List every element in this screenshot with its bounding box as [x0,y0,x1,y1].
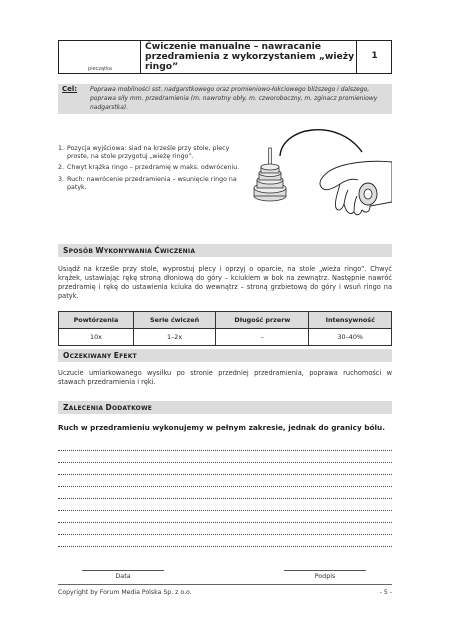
writing-line [58,461,392,463]
effect-text: Uczucie umiarkowanego wysiłku po stronie przedniej przedramienia, poprawa ruchomości w stawach przedramienia i ręki. [58,369,392,386]
cell-break-length: – [216,329,309,346]
stamp-label: pieczątka [88,66,112,72]
parameters-table [58,311,392,346]
writing-line [58,521,392,523]
section-method-title: SPOSÓB WYKONYWANIA ĆWICZENIA [63,246,196,255]
step-number: 3. [58,175,65,183]
table-row [59,329,392,346]
method-text: Usiądź na krześle przy stole, wyprostuj plecy i oprzyj o oparcie, na stole „wieża ringo”. Chwyć krążek, ustawiając rękę stroną dłoniową do góry – kciukiem w bok na zewnątrz. Następnie nawróć przedramię i rękę do ustawienia kciuka do wewnątrz – stroną grzbietową do góry i wsuń ringo na patyk. [58,265,392,300]
step-text: Chwyt krążka ringo – przedramię w maks. odwróceniu. [67,164,240,172]
step-item [58,176,248,192]
sign-signature-line [284,570,366,571]
step-number: 2. [58,164,65,172]
table-header-row [59,312,392,329]
exercise-title: Ćwiczenie manualne – nawracanie przedramienia z wykorzystaniem „wieży ringo” [145,41,355,72]
writing-line [58,509,392,511]
writing-line [58,473,392,475]
steps-list [58,145,248,195]
step-text: Pozycja wyjściowa: siad na krześle przy stole, plecy proste, na stole przygotuj „wieżę ringo”. [67,145,230,161]
goal-text: Poprawa mobilności sst. nadgarstkowego oraz promieniowo-łokciowego bliższego i dalszego, poprawa siły mm. przedramienia (m. nawrotny obły, m. czworoboczny, m. zginacz promieniowy nadgarstka). [90,86,378,111]
header-series: Serie ćwiczeń [133,312,215,329]
footer-page-number: - 5 - [379,589,392,596]
motion-arc [280,130,362,156]
cell-intensity: 30–40% [309,329,392,346]
reco-text: Ruch w przedramieniu wykonujemy w pełnym zakresie, jednak do granicy bólu. [58,423,385,432]
header-break-length: Długość przerw [216,312,309,329]
ringo-ring-icon [359,183,377,205]
step-number: 1. [58,145,65,152]
footer-rule [58,584,392,585]
date-label: Data [115,572,131,580]
section-effect-title: OCZEKIWANY EFEKT [63,351,137,360]
header-intensity: Intensywność [309,312,392,329]
cell-series: 1–2x [133,329,215,346]
section-reco-title: ZALECENIA DODATKOWE [63,403,153,412]
footer-copyright: Copyright by Forum Media Polska Sp. z o.o. [58,589,192,596]
ring-tower-icon [254,148,286,201]
writing-line [58,533,392,535]
writing-line [58,497,392,499]
step-item [58,164,248,172]
header-repetitions: Powtórzenia [59,312,134,329]
date-signature-line [82,570,164,571]
writing-line [58,485,392,487]
writing-line [58,545,392,547]
writing-line [58,449,392,451]
cell-repetitions: 10x [59,329,134,346]
header-divider [140,40,141,74]
step-text: Ruch: nawrócenie przedramienia – wsunięcie ringo na patyk. [67,175,237,191]
ring-tower-hand-illustration [242,122,392,227]
hand-icon [320,161,392,214]
sign-label: Podpis [314,572,336,580]
goal-label: Cel: [62,85,78,93]
step-item [58,145,248,161]
exercise-number: 1 [371,51,378,61]
